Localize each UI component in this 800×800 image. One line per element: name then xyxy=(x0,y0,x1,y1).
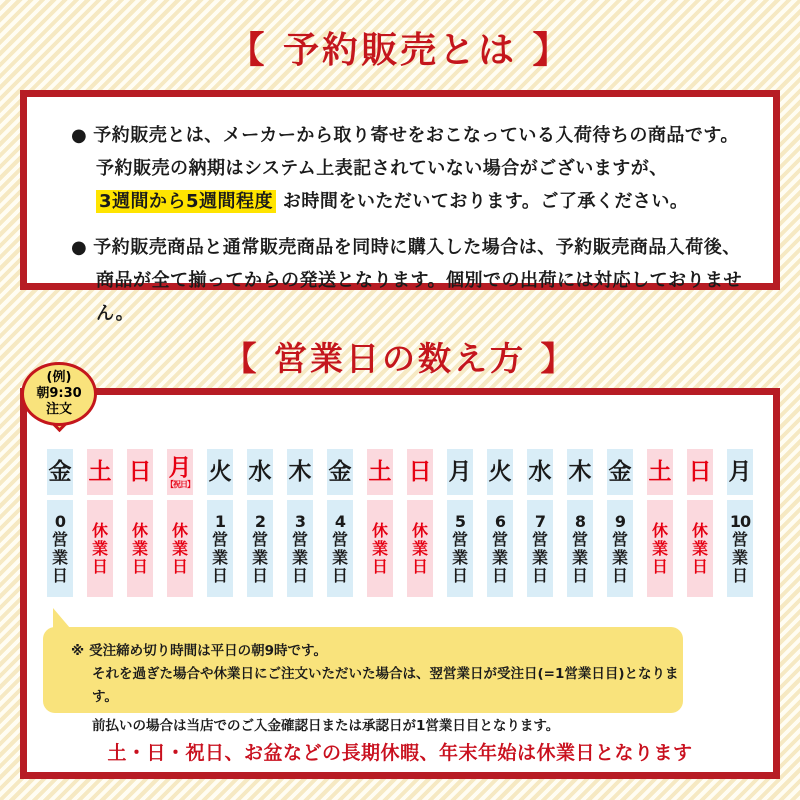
calendar-column xyxy=(647,449,673,597)
calendar-column xyxy=(127,449,153,597)
preorder-title: 【 予約販売とは 】 xyxy=(228,30,572,71)
preorder-p1-line2: 予約販売の納期はシステム上表記されていない場合がございますが、 xyxy=(96,158,668,179)
preorder-p2-line1: ● 予約販売商品と通常販売商品を同時に購入した場合は、予約販売商品入荷後、 xyxy=(71,237,741,258)
day-cell: 日 xyxy=(407,449,433,495)
calendar-column xyxy=(567,449,593,597)
day-cell: 火 xyxy=(487,449,513,495)
day-cell: 日 xyxy=(127,449,153,495)
calendar-column xyxy=(687,449,713,597)
example-order-bubble xyxy=(21,362,97,426)
bubble-line1: (例) xyxy=(46,370,72,385)
value-cell: 6 営 業 日 xyxy=(487,500,513,597)
value-cell: 休 業 日 xyxy=(687,500,713,597)
day-cell: 金 xyxy=(607,449,633,495)
calendar-column xyxy=(407,449,433,597)
value-cell: 2 営 業 日 xyxy=(247,500,273,597)
day-cell: 水 xyxy=(247,449,273,495)
business-days-title: 【 営業日の数え方 】 xyxy=(223,339,577,378)
business-day-calendar xyxy=(27,449,773,597)
bubble-line3: 注文 xyxy=(45,402,72,417)
value-cell: 休 業 日 xyxy=(167,500,193,597)
calendar-column xyxy=(727,449,753,597)
note-line1: ※ 受注締め切り時間は平日の朝9時です。 xyxy=(71,643,327,659)
day-cell: 木 xyxy=(567,449,593,495)
preorder-description-content xyxy=(27,97,773,330)
calendar-column xyxy=(367,449,393,597)
calendar-column xyxy=(487,449,513,597)
value-cell: 1 営 業 日 xyxy=(207,500,233,597)
day-cell: 月 xyxy=(447,449,473,495)
day-cell: 水 xyxy=(527,449,553,495)
value-cell: 休 業 日 xyxy=(647,500,673,597)
note-pointer-icon xyxy=(53,608,70,628)
day-cell: 金 xyxy=(327,449,353,495)
calendar-column xyxy=(327,449,353,597)
calendar-column xyxy=(247,449,273,597)
day-cell: 土 xyxy=(367,449,393,495)
day-cell: 木 xyxy=(287,449,313,495)
value-cell: 3 営 業 日 xyxy=(287,500,313,597)
business-days-box xyxy=(20,388,780,779)
value-cell: 7 営 業 日 xyxy=(527,500,553,597)
preorder-paragraph-1 xyxy=(71,119,753,218)
bullet-icon: ● xyxy=(71,125,88,146)
holiday-note: 【祝日】 xyxy=(166,479,194,489)
preorder-p1-line3: 3週間から5週間程度 お時間をいただいております。ご了承ください。 xyxy=(71,185,753,218)
preorder-paragraph-2 xyxy=(71,231,753,330)
value-cell: 5 営 業 日 xyxy=(447,500,473,597)
day-cell: 月 【祝日】 xyxy=(167,449,193,495)
calendar-column xyxy=(47,449,73,597)
day-cell: 月 xyxy=(727,449,753,495)
calendar-column xyxy=(607,449,633,597)
note-line3: 前払いの場合は当店でのご入金確認日または承認日が1営業日目となります。 xyxy=(92,718,560,734)
calendar-column xyxy=(447,449,473,597)
value-cell: 4 営 業 日 xyxy=(327,500,353,597)
calendar-column xyxy=(527,449,553,597)
value-cell: 休 業 日 xyxy=(87,500,113,597)
calendar-column xyxy=(87,449,113,597)
value-cell: 休 業 日 xyxy=(367,500,393,597)
day-cell: 日 xyxy=(687,449,713,495)
preorder-p2-line2: 商品が全て揃ってからの発送となります。個別での出荷には対応しておりません。 xyxy=(96,270,743,324)
preorder-description-box xyxy=(20,90,780,324)
day-cell: 土 xyxy=(647,449,673,495)
day-cell: 火 xyxy=(207,449,233,495)
calendar-column xyxy=(287,449,313,597)
note-prefix-icon: ※ xyxy=(71,643,85,659)
value-cell: 10 営 業 日 xyxy=(727,500,753,597)
value-cell: 休 業 日 xyxy=(407,500,433,597)
bubble-line2: 朝9:30 xyxy=(36,386,82,401)
bullet-icon: ● xyxy=(71,237,88,258)
calendar-column xyxy=(167,449,193,597)
value-cell: 0 営 業 日 xyxy=(47,500,73,597)
value-cell: 9 営 業 日 xyxy=(607,500,633,597)
closed-days-footer: 土・日・祝日、お盆などの長期休暇、年末年始は休業日となります xyxy=(107,742,693,764)
preorder-p1-line1: ● 予約販売とは、メーカーから取り寄せをおこなっている入荷待ちの商品です。 xyxy=(71,125,739,146)
order-cutoff-note xyxy=(43,627,683,734)
note-line2: それを過ぎた場合や休業日にご注文いただいた場合は、翌営業日が受注日(=1営業日目)となります。 xyxy=(92,666,679,705)
calendar-column xyxy=(207,449,233,597)
value-cell: 休 業 日 xyxy=(127,500,153,597)
value-cell: 8 営 業 日 xyxy=(567,500,593,597)
day-cell: 金 xyxy=(47,449,73,495)
day-cell: 土 xyxy=(87,449,113,495)
lead-time-highlight: 3週間から5週間程度 xyxy=(96,190,276,213)
